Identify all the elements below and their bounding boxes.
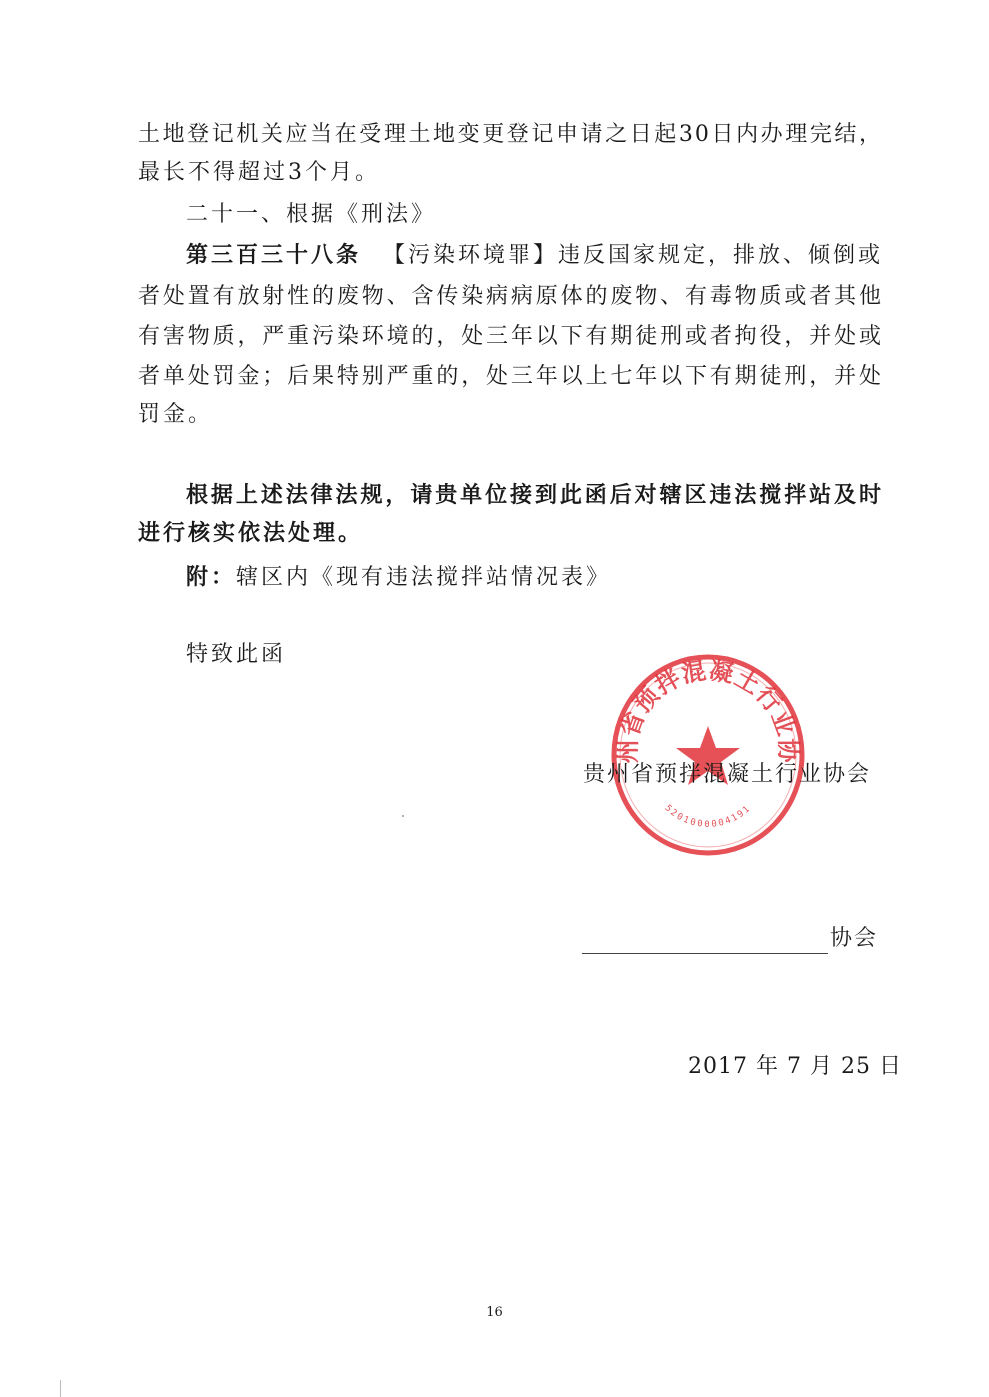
signature-organization: 贵州省预拌混凝土行业协会 (583, 762, 872, 787)
blank-underline (582, 953, 828, 954)
scan-margin-mark (60, 1380, 61, 1397)
seal-code-text: 5201000004191 (662, 803, 754, 830)
article-title: 【污染环境罪】 (383, 243, 559, 268)
attachment-text: 辖区内《现有违法搅拌站情况表》 (236, 565, 612, 590)
closing-text: 特致此函 (186, 642, 287, 667)
request-line-1: 根据上述法律法规，请贵单位接到此函后对辖区违法搅拌站及时 (186, 482, 883, 508)
article-first-line-text: 违反国家规定，排放、倾倒或 (558, 243, 884, 268)
document-date: 2017 年 7 月 25 日 (688, 1054, 902, 1079)
request-line-2: 进行核实依法处理。 (138, 520, 364, 546)
intro-line-2: 最长不得超过3个月。 (138, 160, 380, 185)
page-number: 16 (486, 1305, 503, 1320)
article-line-3: 有害物质，严重污染环境的，处三年以下有期徒刑或者拘役，并处或 (138, 324, 883, 349)
recipient-suffix: 协会 (830, 926, 879, 951)
article-line-5: 罚金。 (138, 402, 214, 427)
intro-line-1: 土地登记机关应当在受理土地变更登记申请之日起30日内办理完结， (138, 122, 883, 147)
section-heading: 二十一、根据《刑法》 (186, 202, 437, 227)
seal-org-text: 州省预拌混凝土行业协 (612, 655, 804, 764)
article-line-4: 者单处罚金；后果特别严重的，处三年以上七年以下有期徒刑，并处 (138, 364, 883, 389)
svg-text:5201000004191 (663, 803, 754, 830)
article-number: 第三百三十八条 (186, 242, 362, 268)
scan-speck (402, 815, 404, 817)
attachment-line (186, 562, 611, 593)
official-seal (608, 650, 808, 860)
article-first-line (186, 240, 883, 271)
attachment-label: 附： (186, 564, 237, 590)
article-line-2: 者处置有放射性的废物、含传染病病原体的废物、有毒物质或者其他 (138, 284, 883, 309)
